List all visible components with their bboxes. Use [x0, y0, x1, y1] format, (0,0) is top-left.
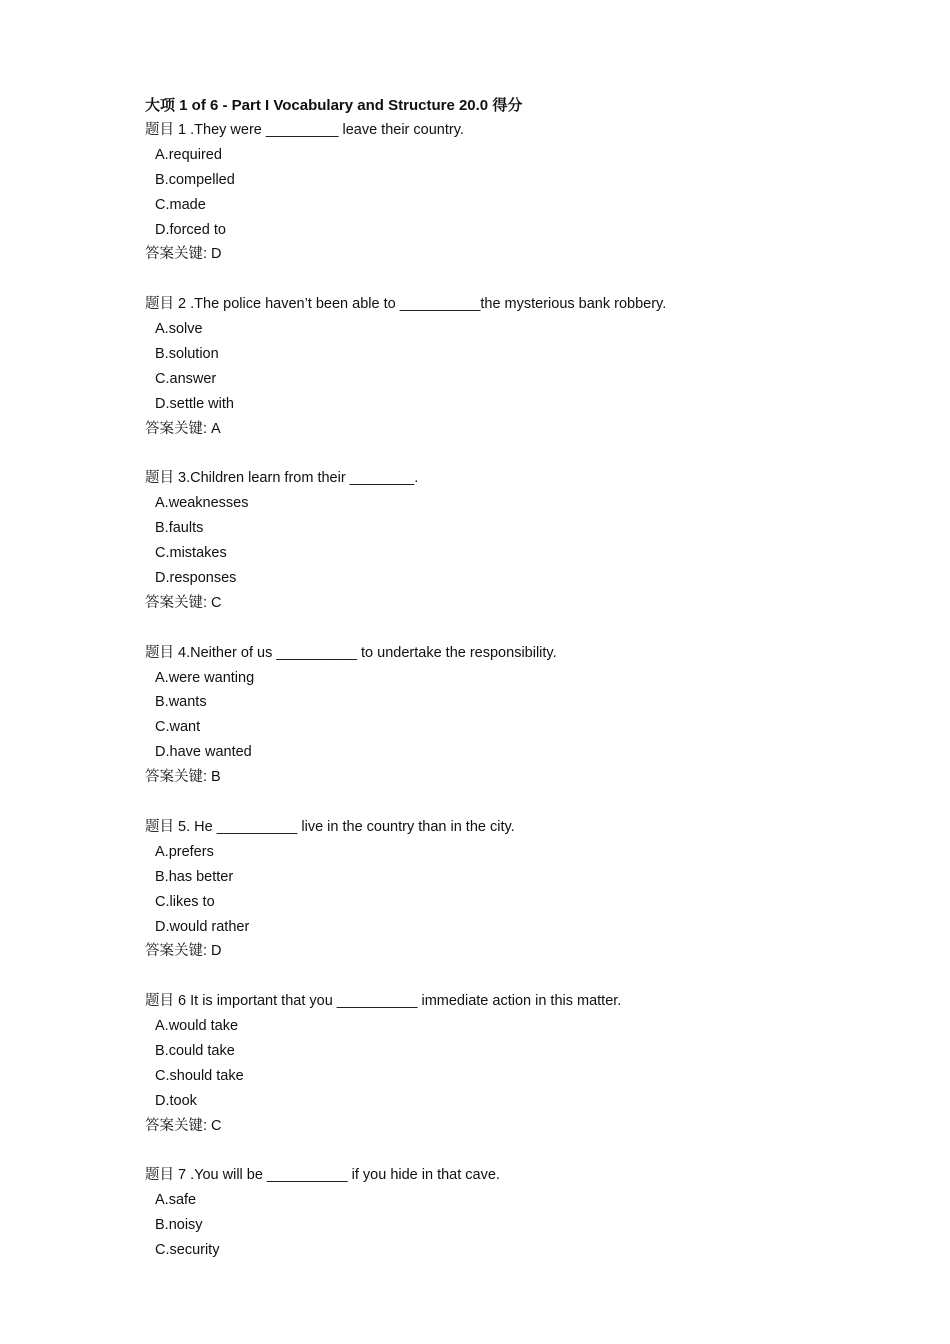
spacer [145, 616, 845, 641]
answer-option: B.faults [155, 520, 204, 537]
answer-option: B.could take [155, 1042, 235, 1059]
answer-option: A.required [155, 146, 222, 163]
question-stem: 题目 1 .They were _________ leave their country. [145, 122, 464, 138]
answer-option: B.solution [155, 346, 219, 363]
question-block [145, 641, 845, 815]
spacer [145, 267, 845, 292]
answer-option: A.solve [155, 321, 203, 338]
answer-option: A.prefers [155, 843, 214, 860]
spacer [145, 1139, 845, 1164]
answer-option: A.weaknesses [155, 495, 249, 512]
question-block [145, 1163, 845, 1263]
answer-option: D.took [155, 1092, 197, 1109]
answer-option: C.mistakes [155, 545, 227, 562]
answer-option: B.has better [155, 868, 234, 885]
answer-option: A.would take [155, 1018, 239, 1035]
document-page [145, 93, 845, 1263]
answer-option: D.forced to [155, 221, 226, 238]
question-block [145, 466, 845, 640]
answer-key: 答案关键: C [145, 1117, 222, 1134]
question-stem: 题目 2 .The police haven’t been able to __________the mysterious bank robbery. [145, 296, 667, 313]
answer-key: 答案关键: B [145, 769, 221, 786]
question-stem: 题目 6 It is important that you __________ immediate action in this matter. [145, 993, 622, 1010]
question-block [145, 989, 845, 1163]
answer-option: C.made [155, 196, 206, 213]
answer-option: B.wants [155, 694, 207, 711]
answer-option: B.noisy [155, 1217, 203, 1234]
answer-option: C.security [155, 1242, 220, 1259]
answer-option: D.responses [155, 570, 237, 587]
section-heading: 大项 1 of 6 - Part I Vocabulary and Structure 20.0 得分 [145, 97, 523, 114]
answer-option: D.settle with [155, 395, 234, 412]
answer-key: 答案关键: C [145, 594, 222, 611]
answer-option: A.were wanting [155, 669, 255, 686]
answer-key: 答案关键: D [145, 246, 222, 263]
answer-option: C.should take [155, 1067, 244, 1084]
question-stem: 题目 5. He __________ live in the country than in the city. [145, 818, 515, 835]
answer-key: 答案关键: D [145, 943, 222, 960]
question-stem: 题目 4.Neither of us __________ to undertake the responsibility. [145, 644, 557, 661]
answer-option: C.likes to [155, 893, 215, 910]
answer-option: C.want [155, 719, 201, 736]
spacer [145, 964, 845, 989]
question-block [145, 292, 845, 466]
question-stem: 题目 7 .You will be __________ if you hide in that cave. [145, 1167, 500, 1184]
answer-option: D.would rather [155, 918, 250, 935]
answer-key: 答案关键: A [145, 420, 221, 437]
answer-option: A.safe [155, 1192, 197, 1209]
spacer [145, 442, 845, 467]
answer-option: C.answer [155, 370, 217, 387]
question-block [145, 118, 845, 292]
question-stem: 题目 3.Children learn from their ________. [145, 470, 419, 487]
question-block [145, 815, 845, 989]
answer-option: D.have wanted [155, 744, 252, 761]
spacer [145, 790, 845, 815]
answer-option: B.compelled [155, 171, 235, 188]
